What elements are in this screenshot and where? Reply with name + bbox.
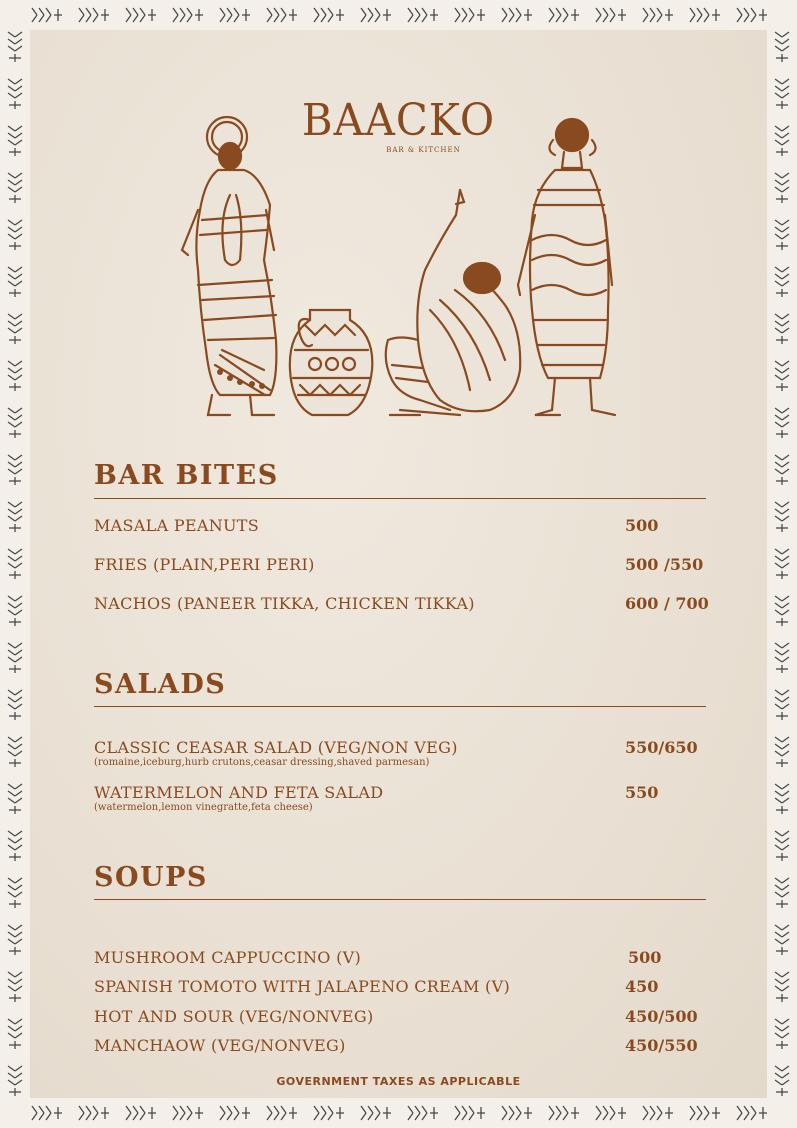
section-divider [94,498,706,499]
item-price: 600 / 700 [625,594,709,613]
item-price: 550 [625,783,659,802]
item-price: 450 [625,977,659,996]
tax-note: GOVERNMENT TAXES AS APPLICABLE [276,1075,521,1088]
item-price: 450/550 [625,1036,698,1055]
item-price: 500 [625,516,659,535]
brand-name: BAACKO [301,95,496,146]
top-border-pattern [0,0,797,30]
item-price: 500 /550 [625,555,704,574]
item-name: HOT AND SOUR (VEG/NONVEG) [94,1007,374,1026]
right-border-pattern [767,0,797,1128]
item-price: 500 [628,948,662,967]
item-name: CLASSIC CEASAR SALAD (VEG/NON VEG) [94,738,458,757]
section-divider [94,706,706,707]
item-name: FRIES (PLAIN,PERI PERI) [94,555,315,574]
section-divider [94,899,706,900]
item-name: NACHOS (PANEER TIKKA, CHICKEN TIKKA) [94,594,475,613]
item-name: SPANISH TOMOTO WITH JALAPENO CREAM (V) [94,977,511,996]
item-description: (watermelon,lemon vinegratte,feta cheese) [94,802,313,813]
section-title: SOUPS [94,862,208,893]
section-title: SALADS [94,669,227,700]
item-name: MASALA PEANUTS [94,516,260,535]
item-price: 550/650 [625,738,698,757]
item-description: (romaine,iceburg,hurb crutons,ceasar dressing,shaved parmesan) [94,757,430,768]
tribal-figures-illustration [160,110,640,430]
item-name: MANCHAOW (VEG/NONVEG) [94,1036,346,1055]
item-name: MUSHROOM CAPPUCCINO (V) [94,948,362,967]
item-name: WATERMELON AND FETA SALAD [94,783,384,802]
bottom-border-pattern [0,1098,797,1128]
section-title: BAR BITES [94,460,279,491]
brand-subtitle: BAR & KITCHEN [386,146,461,154]
item-price: 450/500 [625,1007,698,1026]
left-border-pattern [0,0,30,1128]
